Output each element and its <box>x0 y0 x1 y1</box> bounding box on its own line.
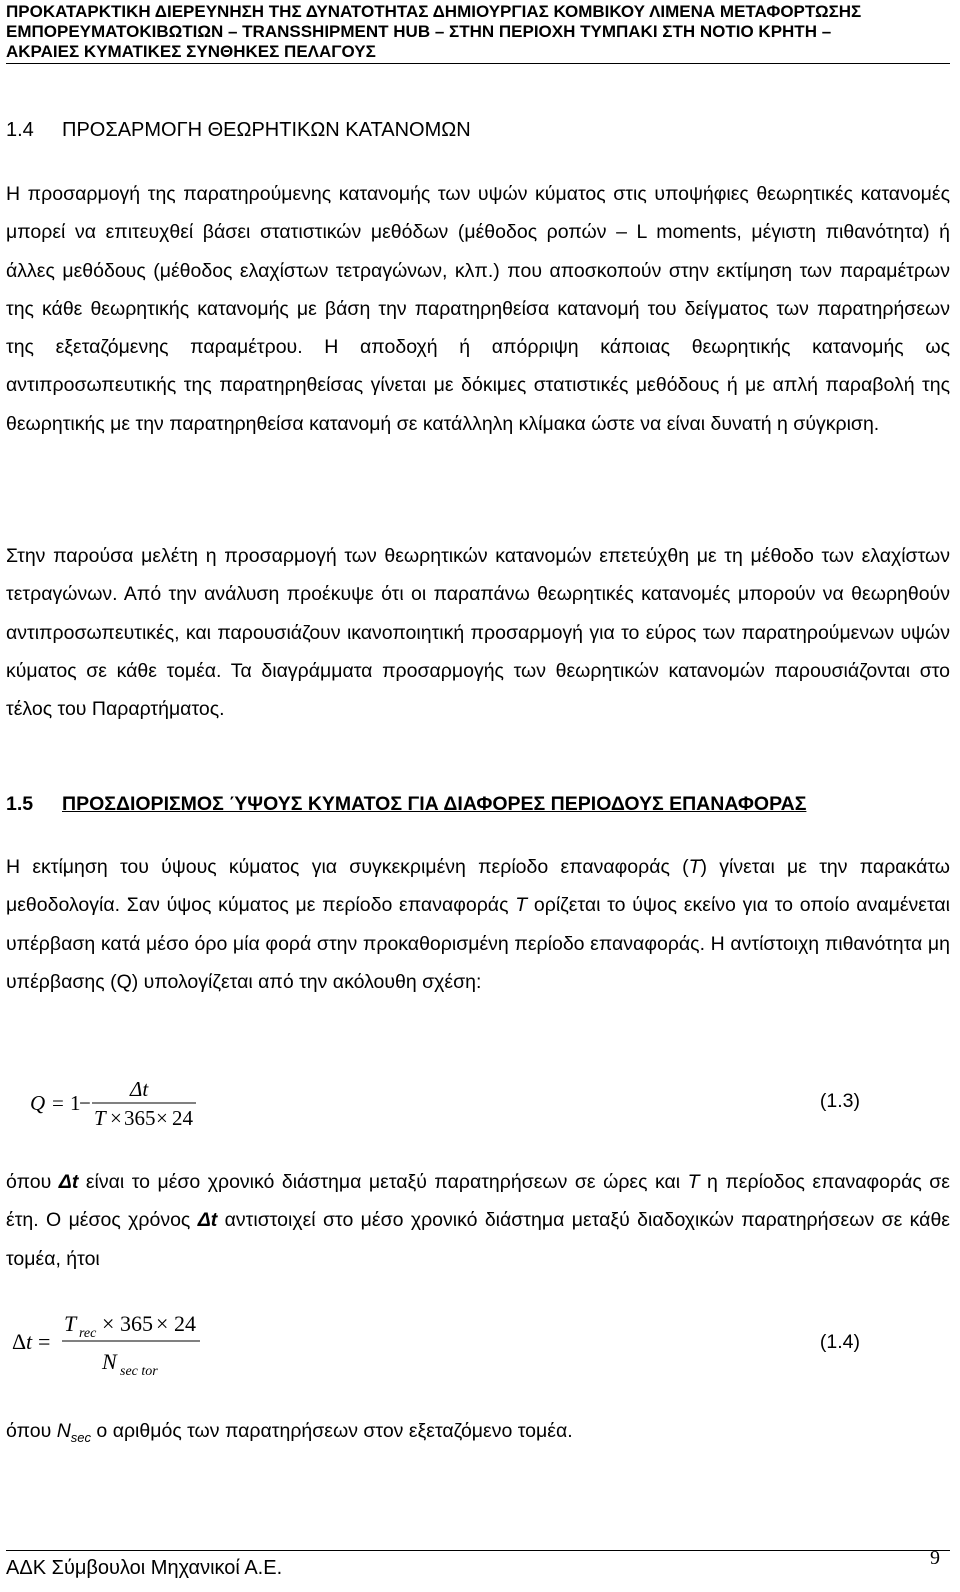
eq-den-T: T <box>94 1106 106 1130</box>
symbol-delta-t: Δt <box>58 1171 79 1193</box>
section-heading-1-5 <box>6 792 806 816</box>
eq-den-sub: sec tor <box>120 1364 158 1379</box>
text-run: ορίζεται το ύψος εκείνο για το οποίο αναμένεται υπέρβαση κατά μέσο όρο μία φορά στην προκαθορισμένη περίοδο επαναφοράς. Η αντίστοιχη πιθανότητα μη υπέρβασης (Q) υπολογίζεται από την ακόλουθη σχέση: <box>6 894 950 993</box>
eq-lhs-t: t <box>26 1329 33 1354</box>
footer-company: ΑΔΚ Σύμβουλοι Μηχανικοί Α.Ε. <box>6 1557 283 1579</box>
paragraph-1-5-c <box>6 1412 950 1457</box>
text-run: όπου <box>6 1171 59 1193</box>
section-number: 1.4 <box>6 119 34 141</box>
symbol-T: T <box>687 1171 700 1193</box>
paragraph-1-4-a: Η προσαρμογή της παρατηρούμενης κατανομής των υψών κύματος στις υποψήφιες θεωρητικές κατανομές μπορεί να επιτευχθεί βάσει στατιστικών μεθόδων (μέθοδος ροπών – L moments, μέγιστη πιθανότητα) ή άλλες μεθόδους (μέθοδος ελαχίστων τετραγώνων, κλπ.) που αποσκοπούν στην εκτίμηση των παραμέτρων της κάθε θεωρητικής κατανομής με βάση την παρατηρηθείσα κατανομή του δείγματος των παρατηρήσεων της εξεταζόμενης παραμέτρου. Η αποδοχή ή απόρριψη κάποιας θεωρητικής κατανομής ως αντιπροσωπευτικής της παρατηρηθείσας γίνεται με δόκιμες στατιστικές μεθόδους ή με απλή παραβολή της θεωρητικής με την παρατηρηθείσα κατανομή σε κατάλληλη κλίμακα ώστε να είναι δυνατή η σύγκριση. <box>6 183 950 435</box>
eq-one: 1 <box>70 1091 81 1115</box>
eq-equals: = <box>38 1329 51 1354</box>
header-line-2: ΕΜΠΟΡΕΥΜΑΤΟΚΙΒΩΤΙΩΝ – TRANSSHIPMENT HUB – ΣΤΗΝ ΠΕΡΙΟΧΗ ΤΥΜΠΑΚΙ ΣΤΗ ΝΟΤΙΟ ΚΡΗΤΗ – <box>6 22 832 41</box>
eq-den-N: N <box>102 1349 117 1374</box>
eq-den-24: 24 <box>172 1106 193 1130</box>
eq-num-times-2: × <box>156 1311 169 1336</box>
page-footer <box>6 1547 950 1579</box>
symbol-N: N <box>56 1420 71 1442</box>
page-number: 9 <box>930 1547 940 1569</box>
paragraph-1-5-a <box>6 848 950 1001</box>
section-heading-1-4 <box>6 118 471 142</box>
eq-equals: = <box>52 1091 64 1115</box>
eq-numerator: Δt <box>130 1078 149 1101</box>
paragraph-1-4-b: Στην παρούσα μελέτη η προσαρμογή των θεωρητικών κατανομών επετεύχθη με τη μέθοδο των ελαχίστων τετραγώνων. Από την ανάλυση προέκυψε ότι οι παραπάνω θεωρητικές κατανομές μπορούν να θεωρηθούν αντιπροσωπευτικές, και παρουσιάζουν ικανοποιητική προσαρμογή για το εύρος των παρατηρούμενων υψών κύματος σε κάθε τομέα. Τα διαγράμματα προσαρμογής των θεωρητικών κατανομών παρουσιάζονται στο τέλος του Παραρτήματος. <box>6 545 950 721</box>
eq-den-365: 365 <box>124 1106 156 1130</box>
symbol-delta-t: Δt <box>197 1209 218 1232</box>
section-number: 1.5 <box>6 793 34 815</box>
eq-num-T: T <box>64 1311 77 1336</box>
text-run: αντιστοιχεί στο μέσο χρονικό διάστημα μεταξύ διαδοχικών παρατηρήσεων σε κάθε τομέα, ήτοι <box>6 1209 950 1270</box>
header-line-1: ΠΡΟΚΑΤΑΡΚΤΙΚΗ ΔΙΕΡΕΥΝΗΣΗ ΤΗΣ ΔΥΝΑΤΟΤΗΤΑΣ ΔΗΜΙΟΥΡΓΙΑΣ ΚΟΜΒΙΚΟΥ ΛΙΜΕΝΑ ΜΕΤΑΦΟΡΤΩΣΗΣ <box>6 2 862 21</box>
text-run: όπου <box>6 1420 57 1442</box>
equation-1-4 <box>6 1307 950 1387</box>
equation-1-3 <box>6 1078 950 1158</box>
eq-minus: − <box>79 1091 91 1115</box>
section-title: ΠΡΟΣΑΡΜΟΓΗ ΘΕΩΡΗΤΙΚΩΝ ΚΑΤΑΝΟΜΩΝ <box>62 119 471 141</box>
equation-formula <box>6 1307 266 1383</box>
text-run: η περίοδος επαναφοράς σε έτη. Ο μέσος χρόνος <box>6 1171 950 1232</box>
text-run: είναι το μέσο χρονικό διάστημα μεταξύ παρατηρήσεων σε ώρες και <box>78 1171 688 1193</box>
eq-lhs: Q <box>30 1091 46 1115</box>
running-header <box>6 2 950 64</box>
text-run: ) γίνεται με την παρακάτω μεθοδολογία. Σαν ύψος κύματος με περίοδο επαναφοράς <box>6 856 950 917</box>
eq-lhs-delta: Δ <box>12 1329 27 1354</box>
text-run: ο αριθμός των παρατηρήσεων στον εξεταζόμενο τομέα. <box>91 1420 573 1442</box>
symbol-T: T <box>515 894 528 917</box>
eq-num-rec: rec <box>79 1326 97 1341</box>
eq-den-times-2: × <box>156 1106 168 1130</box>
eq-num-24: 24 <box>174 1311 196 1336</box>
header-line-3: ΑΚΡΑΙΕΣ ΚΥΜΑΤΙΚΕΣ ΣΥΝΘΗΚΕΣ ΠΕΛΑΓΟΥΣ <box>6 42 376 61</box>
paragraph-1-5-b <box>6 1163 950 1278</box>
eq-num-times-1: × <box>102 1311 115 1336</box>
symbol-T: T <box>688 856 701 878</box>
symbol-subscript: sec <box>70 1429 92 1445</box>
section-title: ΠΡΟΣΔΙΟΡΙΣΜΟΣ ΎΨΟΥΣ ΚΥΜΑΤΟΣ ΓΙΑ ΔΙΑΦΟΡΕΣ ΠΕΡΙΟΔΟΥΣ ΕΠΑΝΑΦΟΡΑΣ <box>62 793 807 815</box>
equation-number: (1.3) <box>819 1090 860 1112</box>
eq-num-365: 365 <box>120 1311 153 1336</box>
eq-den-times-1: × <box>110 1106 122 1130</box>
equation-formula <box>26 1078 286 1138</box>
equation-number: (1.4) <box>819 1331 860 1353</box>
text-run: Η εκτίμηση του ύψους κύματος για συγκεκριμένη περίοδο επαναφοράς ( <box>6 856 689 878</box>
